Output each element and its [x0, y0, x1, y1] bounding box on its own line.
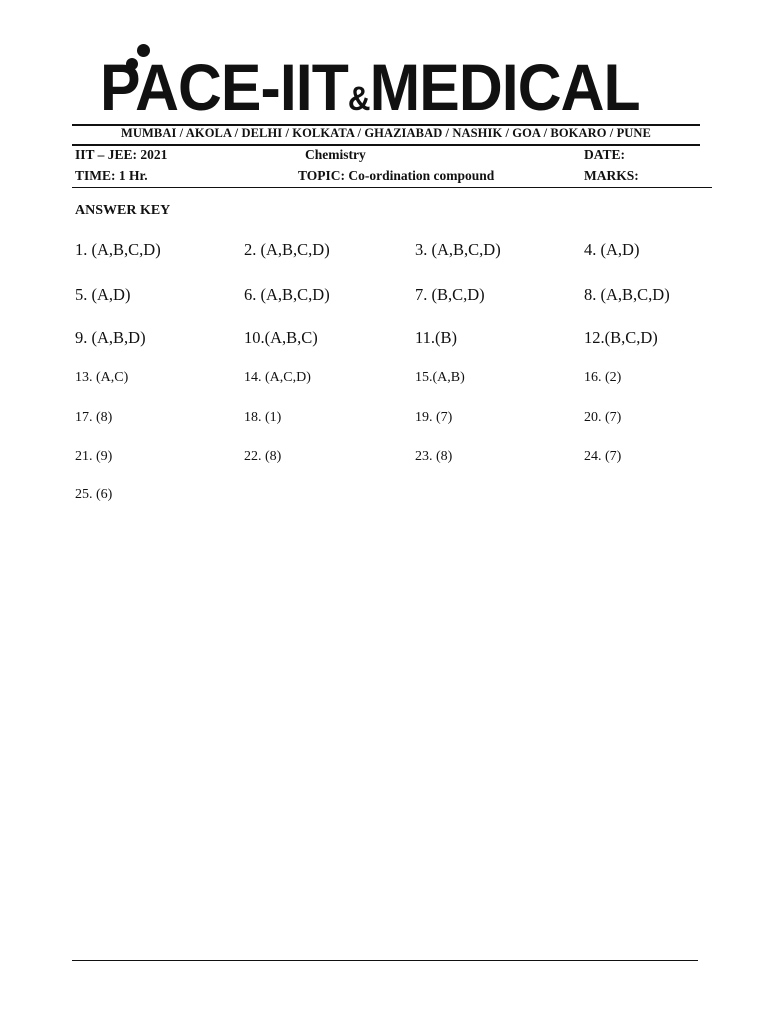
- footer-rule: [72, 960, 698, 961]
- answer-item: 16. (2): [584, 370, 622, 385]
- time-label: TIME: 1 Hr.: [75, 168, 148, 183]
- answer-item: 12.(B,C,D): [584, 328, 658, 347]
- answer-item: 2. (A,B,C,D): [244, 240, 330, 259]
- answer-item: 19. (7): [415, 410, 453, 425]
- cities-line: MUMBAI / AKOLA / DELHI / KOLKATA / GHAZIABAD / NASHIK / GOA / BOKARO / PUNE: [120, 126, 651, 140]
- logo-text: [100, 50, 640, 134]
- answer-item: 17. (8): [75, 410, 113, 425]
- logo-word-medical: MEDICAL: [369, 50, 640, 124]
- header-rule-bottom: [72, 144, 700, 146]
- answer-item: 1. (A,B,C,D): [75, 240, 161, 259]
- answer-item: 18. (1): [244, 410, 282, 425]
- logo-word-iit: -IIT: [260, 50, 348, 124]
- date-label: DATE:: [584, 147, 626, 162]
- logo-ampersand: &: [347, 80, 370, 118]
- answer-item: 23. (8): [415, 449, 453, 464]
- answer-item: 9. (A,B,D): [75, 328, 146, 347]
- logo: [100, 40, 670, 122]
- answer-item: 24. (7): [584, 449, 622, 464]
- answer-item: 11.(B): [415, 328, 458, 347]
- exam-label: IIT – JEE: 2021: [75, 147, 168, 162]
- meta-rule: [72, 187, 712, 188]
- topic-label: TOPIC: Co-ordination compound: [298, 168, 495, 183]
- answer-item: 20. (7): [584, 410, 622, 425]
- answer-item: 15.(A,B): [415, 370, 465, 385]
- answer-item: 22. (8): [244, 449, 282, 464]
- subject-label: Chemistry: [305, 147, 366, 162]
- answer-item: 3. (A,B,C,D): [415, 240, 501, 259]
- answer-item: 8. (A,B,C,D): [584, 285, 670, 304]
- answer-item: 25. (6): [75, 487, 113, 502]
- answer-item: 7. (B,C,D): [415, 285, 485, 304]
- marks-label: MARKS:: [584, 168, 639, 183]
- answer-item: 4. (A,D): [584, 240, 640, 259]
- answer-item: 21. (9): [75, 449, 113, 464]
- answer-item: 13. (A,C): [75, 370, 129, 385]
- answer-item: 10.(A,B,C): [244, 328, 318, 347]
- logo-word-pace: PACE: [100, 50, 261, 124]
- answer-key-heading: ANSWER KEY: [75, 203, 171, 218]
- answer-item: 6. (A,B,C,D): [244, 285, 330, 304]
- answer-item: 14. (A,C,D): [244, 370, 311, 385]
- answer-item: 5. (A,D): [75, 285, 131, 304]
